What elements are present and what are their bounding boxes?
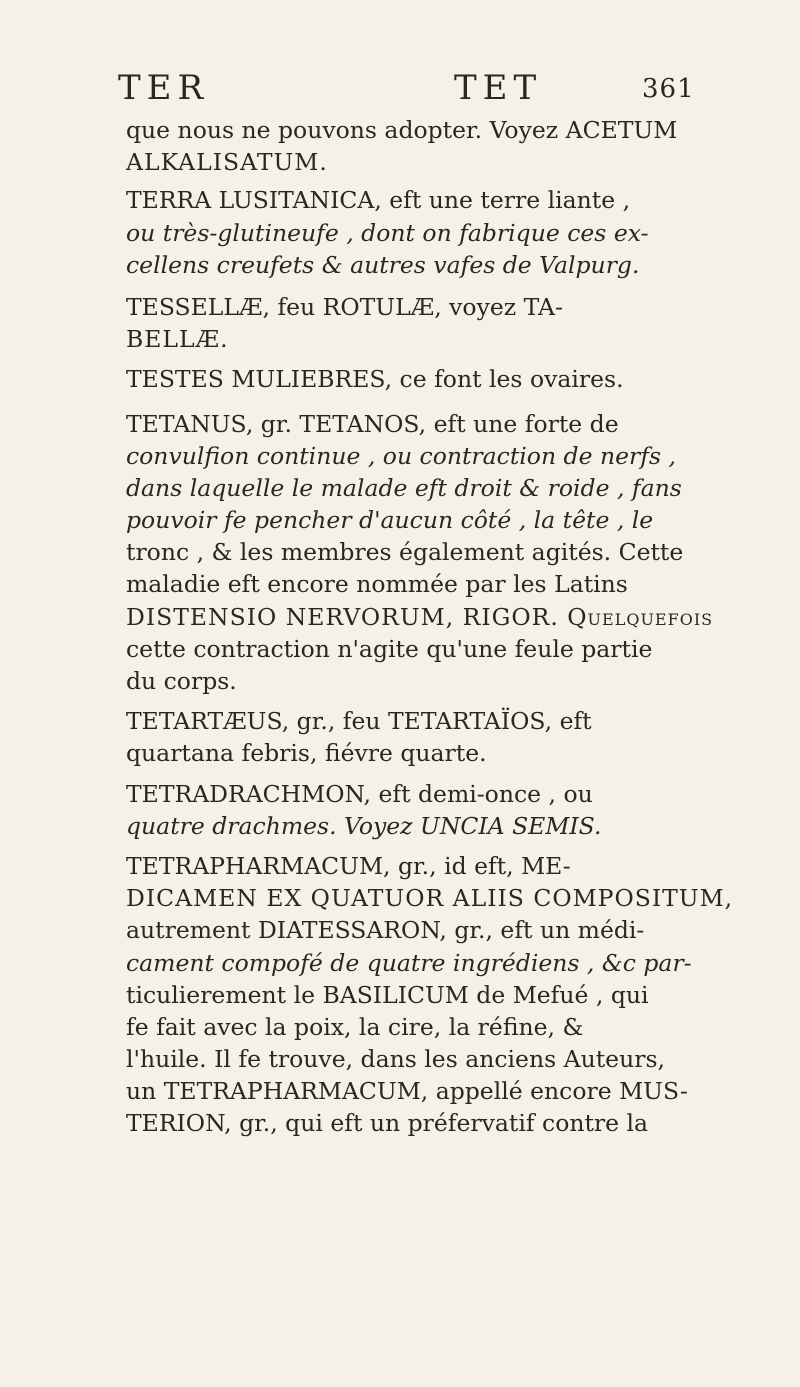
text-line: cament compofé de quatre ingrédiens , &c par- [126,948,692,977]
running-head-left: TER [118,68,210,108]
text-line: quartana febris, fiévre quarte. [126,739,487,768]
text-line: dans laquelle le malade eft droit & roide , fans [126,473,682,502]
entry-headword-line: TETRAPHARMACUM, gr., id eft, ME- [126,851,571,880]
text-line: que nous ne pouvons adopter. Voyez ACETUM [126,116,678,144]
text-line: maladie eft encore nommée par les Latins [126,570,628,599]
entry-headword-line: TETRADRACHMON, eft demi-once , ou [126,779,593,808]
text-line: fe fait avec la poix, la cire, la réfine, & [126,1012,584,1041]
text-line: l'huile. Il fe trouve, dans les anciens Auteurs, [126,1045,665,1074]
running-head-right: TET [454,68,543,108]
text-line: quatre drachmes. Voyez UNCIA SEMIS. [126,811,602,840]
entry-headword-line: TESSELLÆ, feu ROTULÆ, voyez TA- [126,292,563,321]
text-line: TERION, gr., qui eft un préfervatif contre la [126,1109,649,1138]
text-line: ou très-glutineufe , dont on fabrique ces ex- [126,218,649,247]
text-line: ALKALISATUM. [126,148,328,177]
text-line: DICAMEN EX QUATUOR ALIIS COMPOSITUM, [126,884,734,913]
text-line: BELLÆ. [126,325,229,354]
text-line: cellens creufets & autres vafes de Valpurg. [126,250,640,279]
dictionary-text [126,114,734,1140]
text-line: autrement DIATESSARON, gr., eft un médi- [126,916,645,945]
text-line: DISTENSIO NERVORUM, RIGOR. Quelquefois [126,602,714,631]
entry-headword-line: TESTES MULIEBRES, ce font les ovaires. [126,365,624,394]
text-line: cette contraction n'agite qu'une feule partie [126,634,653,663]
entry-headword-line: TERRA LUSITANICA, eft une terre liante , [126,186,631,215]
text-line: tronc , & les membres également agités. Cette [126,538,684,567]
entry-headword-line: TETANUS, gr. TETANOS, eft une forte de [126,409,619,438]
text-line: ticulierement le BASILICUM de Mefué , qui [126,980,649,1009]
running-head [118,68,718,108]
text-line: pouvoir fe pencher d'aucun côté , la tête , le [126,506,654,535]
page-number: 361 [642,74,695,104]
text-line: un TETRAPHARMACUM, appellé encore MUS- [126,1077,688,1106]
text-line: convulfion continue , ou contraction de nerfs , [126,441,676,470]
text-line: du corps. [126,667,237,695]
entry-headword-line: TETARTÆUS, gr., feu TETARTAÏOS, eft [126,707,592,736]
